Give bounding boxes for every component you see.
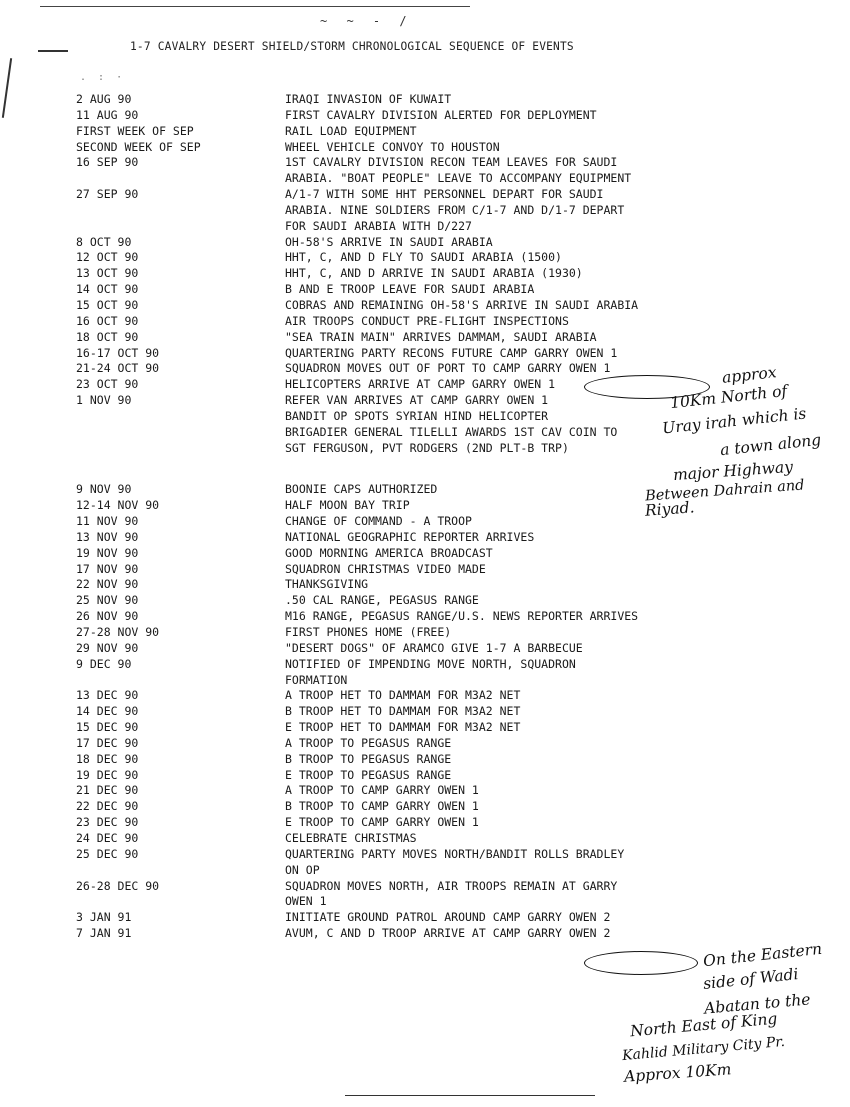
- events-list: [0, 92, 850, 942]
- event-description: 1ST CAVALRY DIVISION RECON TEAM LEAVES FOR SAUDI: [285, 155, 618, 170]
- event-date: 15 DEC 90: [76, 720, 139, 735]
- event-date: 19 DEC 90: [76, 767, 139, 782]
- event-description: BRIGADIER GENERAL TILELLI AWARDS 1ST CAV COIN TO: [285, 424, 618, 439]
- event-description: .50 CAL RANGE, PEGASUS RANGE: [285, 593, 479, 608]
- event-row: [0, 894, 850, 910]
- event-description: QUARTERING PARTY RECONS FUTURE CAMP GARRY OWEN 1: [285, 345, 618, 360]
- event-row: [0, 799, 850, 815]
- event-date: 23 DEC 90: [76, 815, 139, 830]
- event-date: 26 NOV 90: [76, 609, 139, 624]
- event-date: 18 DEC 90: [76, 751, 139, 766]
- top-rule: [40, 6, 470, 7]
- event-row: [0, 768, 850, 784]
- event-date: 2 AUG 90: [76, 92, 132, 106]
- event-description: COBRAS AND REMAINING OH-58'S ARRIVE IN SAUDI ARABIA: [285, 297, 639, 312]
- handwritten-note-line: On the Eastern: [702, 939, 823, 971]
- event-row: [0, 314, 850, 330]
- event-date: 23 OCT 90: [76, 377, 139, 392]
- event-description: B TROOP TO PEGASUS RANGE: [285, 751, 452, 766]
- event-date: 25 DEC 90: [76, 846, 139, 861]
- event-date: 13 OCT 90: [76, 266, 139, 281]
- handwritten-note-line: Abatan to the: [703, 990, 812, 1018]
- event-description: INITIATE GROUND PATROL AROUND CAMP GARRY OWEN 2: [285, 910, 611, 925]
- event-date: 3 JAN 91: [76, 910, 132, 925]
- event-description: FIRST PHONES HOME (FREE): [285, 625, 452, 639]
- event-description: GOOD MORNING AMERICA BROADCAST: [285, 545, 493, 560]
- event-row: [0, 752, 850, 768]
- event-date: 13 DEC 90: [76, 688, 139, 703]
- event-date: 29 NOV 90: [76, 640, 139, 655]
- event-row: [0, 562, 850, 578]
- handwritten-note-2: [702, 940, 823, 971]
- event-description: HELICOPTERS ARRIVE AT CAMP GARRY OWEN 1: [285, 377, 556, 392]
- circle-mark-garry-owen-2: [584, 951, 698, 975]
- event-description: AIR TROOPS CONDUCT PRE-FLIGHT INSPECTIONS: [285, 313, 569, 328]
- event-description: RAIL LOAD EQUIPMENT: [285, 123, 417, 138]
- event-date: 14 OCT 90: [76, 282, 139, 297]
- handwritten-note-line: major Highway: [672, 457, 794, 485]
- event-description: B TROOP TO CAMP GARRY OWEN 1: [285, 799, 479, 814]
- handwritten-note-line: a town along: [719, 430, 822, 460]
- event-description: HALF MOON BAY TRIP: [285, 498, 410, 513]
- event-row: [0, 847, 850, 863]
- event-description: IRAQI INVASION OF KUWAIT: [285, 92, 452, 106]
- event-description: FORMATION: [285, 672, 348, 687]
- event-description: A TROOP HET TO DAMMAM FOR M3A2 NET: [285, 688, 521, 703]
- event-date: 11 NOV 90: [76, 514, 139, 529]
- event-description: SQUADRON MOVES NORTH, AIR TROOPS REMAIN AT GARRY: [285, 878, 618, 893]
- event-row: [0, 203, 850, 219]
- event-description: SGT FERGUSON, PVT RODGERS (2ND PLT-B TRP): [285, 440, 569, 455]
- event-description: ON OP: [285, 862, 320, 877]
- event-description: E TROOP HET TO DAMMAM FOR M3A2 NET: [285, 720, 521, 735]
- event-date: 21 DEC 90: [76, 783, 139, 798]
- event-description: WHEEL VEHICLE CONVOY TO HOUSTON: [285, 139, 500, 154]
- event-date: 26-28 DEC 90: [76, 878, 160, 893]
- event-row: [0, 910, 850, 926]
- event-date: 22 NOV 90: [76, 577, 139, 592]
- handwritten-note-line: approx: [721, 363, 778, 387]
- event-description: AVUM, C AND D TROOP ARRIVE AT CAMP GARRY OWEN 2: [285, 926, 611, 941]
- event-date: 12-14 NOV 90: [76, 498, 160, 513]
- event-description: FOR SAUDI ARABIA WITH D/227: [285, 218, 472, 233]
- event-description: A TROOP TO CAMP GARRY OWEN 1: [285, 783, 479, 798]
- event-date: 18 OCT 90: [76, 329, 139, 344]
- event-row: [0, 108, 850, 124]
- event-date: 9 DEC 90: [76, 656, 132, 671]
- event-description: REFER VAN ARRIVES AT CAMP GARRY OWEN 1: [285, 393, 549, 408]
- event-row: [0, 235, 850, 251]
- event-row: [0, 330, 850, 346]
- event-date: 17 NOV 90: [76, 561, 139, 576]
- event-row: [0, 155, 850, 171]
- event-date: 16 OCT 90: [76, 313, 139, 328]
- handwritten-note-line: Riyad.: [644, 498, 696, 520]
- event-date: 12 OCT 90: [76, 250, 139, 265]
- event-date: 22 DEC 90: [76, 799, 139, 814]
- event-row: [0, 187, 850, 203]
- event-date: 15 OCT 90: [76, 297, 139, 312]
- event-date: 27-28 NOV 90: [76, 625, 160, 639]
- event-date: 13 NOV 90: [76, 529, 139, 544]
- event-date: 7 JAN 91: [76, 926, 132, 941]
- event-description: QUARTERING PARTY MOVES NORTH/BANDIT ROLLS BRADLEY: [285, 846, 625, 861]
- event-description: SQUADRON CHRISTMAS VIDEO MADE: [285, 561, 486, 576]
- event-row: [0, 720, 850, 736]
- event-date: 24 DEC 90: [76, 830, 139, 845]
- event-date: 16 SEP 90: [76, 155, 139, 170]
- event-date: 11 AUG 90: [76, 107, 139, 122]
- event-description: A/1-7 WITH SOME HHT PERSONNEL DEPART FOR SAUDI: [285, 187, 604, 202]
- event-row: [0, 657, 850, 673]
- event-row: [0, 546, 850, 562]
- event-date: 9 NOV 90: [76, 482, 132, 497]
- event-description: NATIONAL GEOGRAPHIC REPORTER ARRIVES: [285, 529, 535, 544]
- event-row: [0, 124, 850, 140]
- handwritten-note-line: Approx 10Km: [623, 1060, 732, 1086]
- handwritten-note-line: Kahlid Military City Pr.: [621, 1033, 786, 1065]
- scan-noise: . : ·: [80, 72, 126, 83]
- event-row: [0, 346, 850, 362]
- event-date: 25 NOV 90: [76, 593, 139, 608]
- event-description: OWEN 1: [285, 894, 327, 909]
- event-row: [0, 815, 850, 831]
- event-row: [0, 688, 850, 704]
- event-description: A TROOP TO PEGASUS RANGE: [285, 735, 452, 750]
- event-date: 8 OCT 90: [76, 234, 132, 249]
- event-row: [0, 736, 850, 752]
- document-title: 1-7 CAVALRY DESERT SHIELD/STORM CHRONOLOGICAL SEQUENCE OF EVENTS: [130, 40, 574, 53]
- event-row: [0, 219, 850, 235]
- handwritten-note-line: Between Dahrain and: [644, 477, 805, 505]
- event-row: [0, 530, 850, 546]
- event-description: BANDIT OP SPOTS SYRIAN HIND HELICOPTER: [285, 408, 549, 423]
- margin-dash: [38, 50, 68, 52]
- event-row: [0, 140, 850, 156]
- event-date: 21-24 OCT 90: [76, 361, 160, 376]
- event-description: E TROOP TO PEGASUS RANGE: [285, 767, 452, 782]
- event-date: 19 NOV 90: [76, 545, 139, 560]
- event-date: FIRST WEEK OF SEP: [76, 123, 194, 138]
- event-row: [0, 250, 850, 266]
- event-row: [0, 704, 850, 720]
- event-date: 27 SEP 90: [76, 187, 139, 202]
- event-row: [0, 783, 850, 799]
- handwritten-note-line: North East of King: [629, 1009, 779, 1041]
- event-row: [0, 171, 850, 187]
- event-row: [0, 92, 850, 108]
- event-row: [0, 282, 850, 298]
- event-description: HHT, C, AND D FLY TO SAUDI ARABIA (1500): [285, 250, 562, 265]
- event-description: THANKSGIVING: [285, 577, 369, 592]
- event-row: [0, 926, 850, 942]
- event-date: 1 NOV 90: [76, 393, 132, 408]
- event-description: OH-58'S ARRIVE IN SAUDI ARABIA: [285, 234, 493, 249]
- scan-marks: ~ ~ - /: [320, 14, 413, 28]
- handwritten-note-line: Uray irah which is: [661, 404, 808, 438]
- event-row: [0, 298, 850, 314]
- event-description: FIRST CAVALRY DIVISION ALERTED FOR DEPLOYMENT: [285, 107, 597, 122]
- event-row: [0, 625, 850, 641]
- event-date: 17 DEC 90: [76, 735, 139, 750]
- event-description: M16 RANGE, PEGASUS RANGE/U.S. NEWS REPORTER ARRIVES: [285, 609, 639, 624]
- event-description: HHT, C, AND D ARRIVE IN SAUDI ARABIA (1930): [285, 266, 583, 281]
- event-description: NOTIFIED OF IMPENDING MOVE NORTH, SQUADRON: [285, 656, 576, 671]
- event-description: CHANGE OF COMMAND - A TROOP: [285, 514, 472, 529]
- event-description: ARABIA. "BOAT PEOPLE" LEAVE TO ACCOMPANY EQUIPMENT: [285, 171, 632, 186]
- event-description: CELEBRATE CHRISTMAS: [285, 830, 417, 845]
- event-description: "SEA TRAIN MAIN" ARRIVES DAMMAM, SAUDI ARABIA: [285, 329, 597, 344]
- event-row: [0, 831, 850, 847]
- bottom-rule: [345, 1095, 595, 1096]
- event-date: SECOND WEEK OF SEP: [76, 139, 201, 154]
- event-row: [0, 641, 850, 657]
- event-row: [0, 514, 850, 530]
- event-row: [0, 593, 850, 609]
- handwritten-note-line: 10Km North of: [669, 381, 789, 413]
- event-row: [0, 266, 850, 282]
- event-description: BOONIE CAPS AUTHORIZED: [285, 482, 438, 497]
- event-description: ARABIA. NINE SOLDIERS FROM C/1-7 AND D/1-7 DEPART: [285, 202, 625, 217]
- handwritten-note-1: [644, 498, 695, 520]
- event-row: [0, 577, 850, 593]
- event-description: "DESERT DOGS" OF ARAMCO GIVE 1-7 A BARBECUE: [285, 640, 583, 655]
- event-description: SQUADRON MOVES OUT OF PORT TO CAMP GARRY OWEN 1: [285, 361, 611, 376]
- event-row: [0, 609, 850, 625]
- event-description: E TROOP TO CAMP GARRY OWEN 1: [285, 815, 479, 830]
- handwritten-note-line: side of Wadi: [702, 965, 800, 993]
- event-row: [0, 863, 850, 879]
- event-description: B AND E TROOP LEAVE FOR SAUDI ARABIA: [285, 282, 535, 297]
- event-date: 14 DEC 90: [76, 704, 139, 719]
- event-description: B TROOP HET TO DAMMAM FOR M3A2 NET: [285, 704, 521, 719]
- event-row: [0, 673, 850, 689]
- event-row: [0, 879, 850, 895]
- event-date: 16-17 OCT 90: [76, 345, 160, 360]
